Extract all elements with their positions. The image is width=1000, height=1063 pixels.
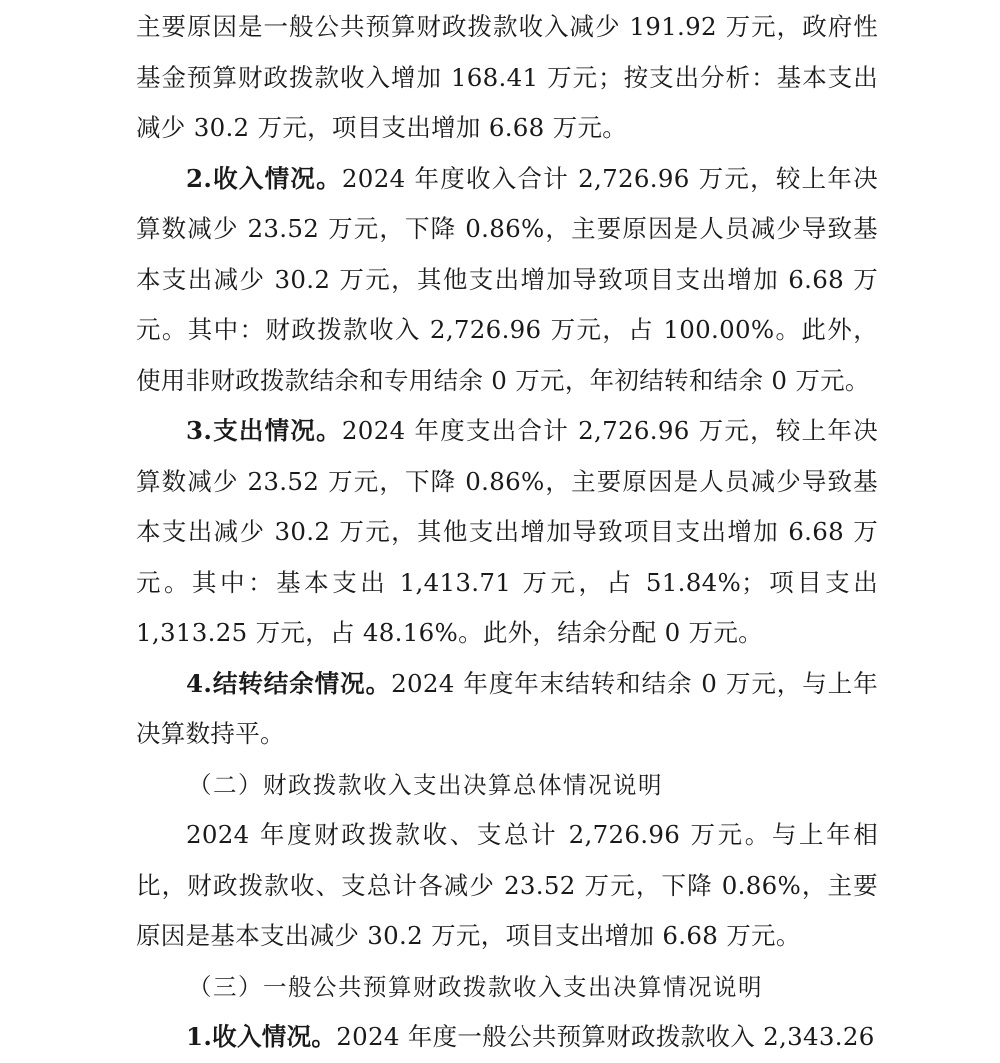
paragraph-revenue-expense-summary: 主要原因是一般公共预算财政拨款收入减少 191.92 万元，政府性基金预算财政拨款收入增加 168.41 万元；按支出分析：基本支出减少 30.2 万元，项目支出增加 6.68 万元。	[136, 12, 878, 142]
document-page	[136, 2, 878, 1063]
paragraph-income-situation	[136, 154, 878, 407]
section-lead-income: 2.收入情况。	[186, 163, 342, 193]
section-lead-general-income: 1.收入情况。	[186, 1022, 337, 1051]
paragraph-expense-body: 2024 年度支出合计 2,726.96 万元，较上年决算数减少 23.52 万元，下降 0.86%，主要原因是人员减少导致基本支出减少 30.2 万元，其他支出增加导致项目支出增加 6.68 万元。其中：基本支出 1,413.71 万元，占 51.84%；项目支出 1,313.25 万元，占 48.16%。此外，结余分配 0 万元。	[136, 416, 879, 647]
section-heading-general-public-budget: （三）一般公共预算财政拨款收入支出决算情况说明	[188, 972, 763, 1001]
paragraph-general-income-body: 2024 年度一般公共预算财政拨款收入 2,343.26	[336, 1022, 875, 1051]
paragraph-fiscal-appropriation-total: 2024 年度财政拨款收、支总计 2,726.96 万元。与上年相比，财政拨款收、支总计各减少 23.52 万元，下降 0.86%，主要原因是基本支出减少 30.2 万元，项目支出增加 6.68 万元。	[136, 820, 878, 950]
paragraph-expense-situation	[136, 406, 878, 659]
paragraph-carryover-body: 2024 年度年末结转和结余 0 万元，与上年决算数持平。	[136, 668, 878, 748]
paragraph-income-body: 2024 年度收入合计 2,726.96 万元，较上年决算数减少 23.52 万元，下降 0.86%，主要原因是人员减少导致基本支出减少 30.2 万元，其他支出增加导致项目支出增加 6.68 万元。其中：财政拨款收入 2,726.96 万元，占 100.00%。此外，使用非财政拨款结余和专用结余 0 万元，年初结转和结余 0 万元。	[136, 163, 879, 395]
section-lead-expense: 3.支出情况。	[186, 416, 342, 445]
section-lead-carryover: 4.结转结余情况。	[186, 668, 392, 698]
section-heading-fiscal-appropriation: （二）财政拨款收入支出决算总体情况说明	[188, 770, 663, 799]
paragraph-general-budget-income	[136, 1012, 878, 1063]
paragraph-carryover-situation	[136, 659, 878, 760]
